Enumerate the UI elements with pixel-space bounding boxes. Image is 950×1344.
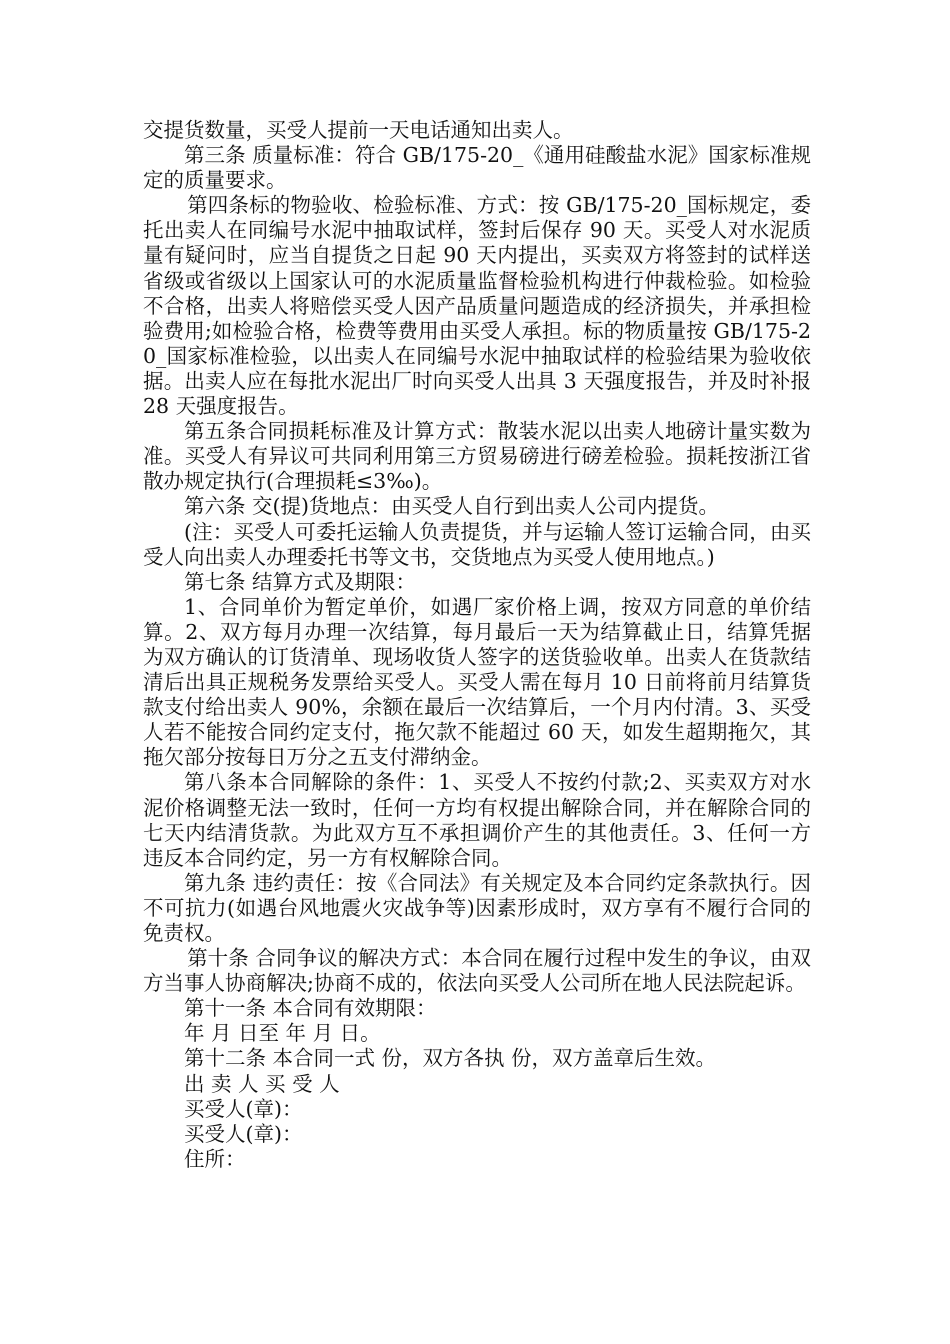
contract-page bbox=[143, 118, 811, 1172]
article-7-settlement-terms: 1、合同单价为暂定单价，如遇厂家价格上调，按双方同意的单价结算。2、双方每月办理一次结算，每月最后一天为结算截止日，结算凭据为双方确认的订货清单、现场收货人签字的送货验收单。出卖人在货款结清后出具正规税务发票给买受人。买受人需在每月 10 日前将前月结算货款支付给出卖人 90%，余额在最后一次结算后，一个月内付清。3、买受人若不能按合同约定支付，拖欠款不能超过 60 天，如发生超期拖欠，其拖欠部分按每日万分之五支付滞纳金。 bbox=[143, 594, 811, 770]
buyer-seal-line: 买受人(章)： bbox=[184, 1096, 303, 1121]
article-12-copies: 第十二条 本合同一式 份，双方各执 份，双方盖章后生效。 bbox=[184, 1046, 717, 1071]
article-6-delivery-location: 第六条 交(提)货地点：由买受人自行到出卖人公司内提货。 bbox=[184, 494, 720, 519]
article-10-dispute: 第十条 合同争议的解决方式：本合同在履行过程中发生的争议，由双方当事人协商解决;协商不成的，依法向买受人公司所在地人民法院起诉。 bbox=[143, 946, 811, 996]
signature-parties: 出 卖 人 买 受 人 bbox=[184, 1071, 340, 1096]
article-8-termination: 第八条本合同解除的条件：1、买受人不按约付款;2、买卖双方对水泥价格调整无法一致时，任何一方均有权提出解除合同，并在解除合同的七天内结清货款。为此双方互不承担调价产生的其他责任。3、任何一方违反本合同约定，另一方有权解除合同。 bbox=[143, 770, 811, 870]
article-4-inspection: 第四条标的物验收、检验标准、方式：按 GB/175-20_国标规定，委托出卖人在同编号水泥中抽取试样，签封后保存 90 天。买受人对水泥质量有疑问时，应当自提货之日起 90 天内提出，买卖双方将签封的试样送省级或省级以上国家认可的水泥质量监督检验机构进行仲裁检验。如检验不合格，出卖人将赔偿买受人因产品质量问题造成的经济损失，并承担检验费用;如检验合格，检费等费用由买受人承担。标的物质量按 GB/175-20_国家标准检验，以出卖人在同编号水泥中抽取试样的检验结果为验收依据。出卖人应在每批水泥出厂时向买受人出具 3 天强度报告，并及时补报 28 天强度报告。 bbox=[143, 193, 811, 419]
article-3-quality-standard: 第三条 质量标准：符合 GB/175-20_《通用硅酸盐水泥》国家标准规定的质量要求。 bbox=[143, 143, 811, 193]
validity-date-range: 年 月 日至 年 月 日。 bbox=[184, 1021, 381, 1046]
article-11-validity: 第十一条 本合同有效期限： bbox=[184, 996, 437, 1021]
paragraph-delivery-notice: 交提货数量，买受人提前一天电话通知出卖人。 bbox=[143, 118, 574, 142]
article-7-heading: 第七条 结算方式及期限： bbox=[184, 569, 417, 594]
article-6-note: (注：买受人可委托运输人负责提货，并与运输人签订运输合同，由买受人向出卖人办理委托书等文书，交货地点为买受人使用地点。) bbox=[143, 519, 811, 569]
article-5-loss-standard: 第五条合同损耗标准及计算方式：散装水泥以出卖人地磅计量实数为准。买受人有异议可共同利用第三方贸易磅进行磅差检验。损耗按浙江省散办规定执行(合理损耗≤3‰)。 bbox=[143, 419, 811, 494]
article-9-liability: 第九条 违约责任：按《合同法》有关规定及本合同约定条款执行。因不可抗力(如遇台风地震火灾战争等)因素形成时，双方享有不履行合同的免责权。 bbox=[143, 870, 811, 945]
buyer-seal-line-2: 买受人(章)： bbox=[184, 1121, 303, 1146]
address-line: 住所： bbox=[184, 1146, 246, 1171]
